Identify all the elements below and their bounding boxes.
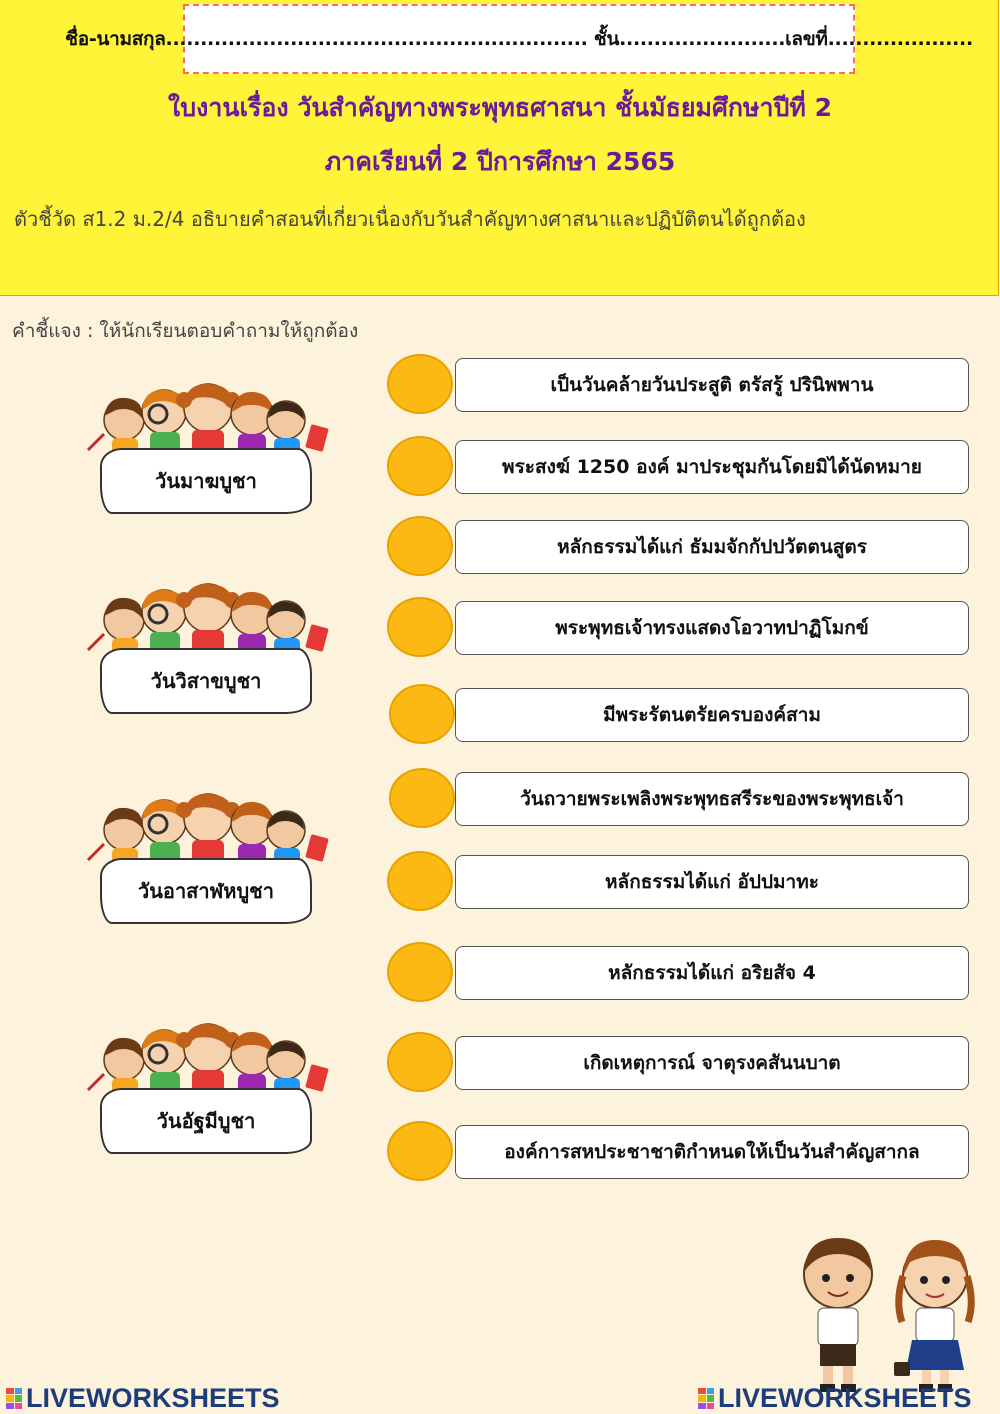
answer-choice[interactable]: พระสงฆ์ 1250 องค์ มาประชุมกันโดยมิได้นัดหมาย	[455, 440, 969, 494]
answer-choice[interactable]: หลักธรรมได้แก่ อัปปมาทะ	[455, 855, 969, 909]
answer-choice[interactable]: หลักธรรมได้แก่ อริยสัจ 4	[455, 946, 969, 1000]
match-dot[interactable]	[387, 942, 453, 1002]
day-group	[82, 788, 342, 948]
day-label[interactable]: วันอาสาฬหบูชา	[100, 858, 312, 924]
match-dot[interactable]	[387, 597, 453, 657]
day-label[interactable]: วันมาฆบูชา	[100, 448, 312, 514]
liveworksheets-logo-left: LIVEWORKSHEETS	[6, 1383, 280, 1414]
match-dot[interactable]	[387, 436, 453, 496]
liveworksheets-logo-right: LIVEWORKSHEETS	[698, 1383, 972, 1414]
match-dot[interactable]	[387, 1032, 453, 1092]
match-dot[interactable]	[387, 354, 453, 414]
answer-choice[interactable]: องค์การสหประชาชาติกำหนดให้เป็นวันสำคัญสากล	[455, 1125, 969, 1179]
instruction-text: คำชี้แจง : ให้นักเรียนตอบคำถามให้ถูกต้อง	[12, 320, 359, 342]
answer-choice[interactable]: เป็นวันคล้ายวันประสูติ ตรัสรู้ ปรินิพพาน	[455, 358, 969, 412]
day-group	[82, 578, 342, 738]
day-label[interactable]: วันวิสาขบูชา	[100, 648, 312, 714]
match-dot[interactable]	[387, 851, 453, 911]
logo-blocks-icon	[698, 1388, 714, 1410]
day-group	[82, 1018, 342, 1178]
answer-choice[interactable]: หลักธรรมได้แก่ ธัมมจักกัปปวัตตนสูตร	[455, 520, 969, 574]
answer-choice[interactable]: พระพุทธเจ้าทรงแสดงโอวาทปาฏิโมกข์	[455, 601, 969, 655]
day-group	[82, 378, 342, 538]
match-dot[interactable]	[387, 1121, 453, 1181]
match-dot[interactable]	[389, 768, 455, 828]
match-dot[interactable]	[389, 684, 455, 744]
worksheet-title: ใบงานเรื่อง วันสำคัญทางพระพุทธศาสนา ชั้นมัธยมศึกษาปีที่ 2	[168, 93, 832, 122]
answer-choice[interactable]: มีพระรัตนตรัยครบองค์สาม	[455, 688, 969, 742]
student-info-line: ชื่อ-นามสกุล............................................................. ชั้น........................เลขที่.....................	[65, 28, 973, 50]
answer-choice[interactable]: วันถวายพระเพลิงพระพุทธสรีระของพระพุทธเจ้า	[455, 772, 969, 826]
learning-indicator: ตัวชี้วัด ส1.2 ม.2/4 อธิบายคำสอนที่เกี่ยวเนื่องกับวันสำคัญทางศาสนาและปฏิบัติตนได้ถูกต้อง	[14, 207, 806, 231]
logo-blocks-icon	[6, 1388, 22, 1410]
student-info-box	[65, 4, 973, 74]
students-illustration	[790, 1232, 990, 1397]
match-dot[interactable]	[387, 516, 453, 576]
answer-choice[interactable]: เกิดเหตุการณ์ จาตุรงคสันนบาต	[455, 1036, 969, 1090]
day-label[interactable]: วันอัฐมีบูชา	[100, 1088, 312, 1154]
worksheet-header	[0, 0, 999, 296]
worksheet-subtitle: ภาคเรียนที่ 2 ปีการศึกษา 2565	[324, 147, 676, 176]
